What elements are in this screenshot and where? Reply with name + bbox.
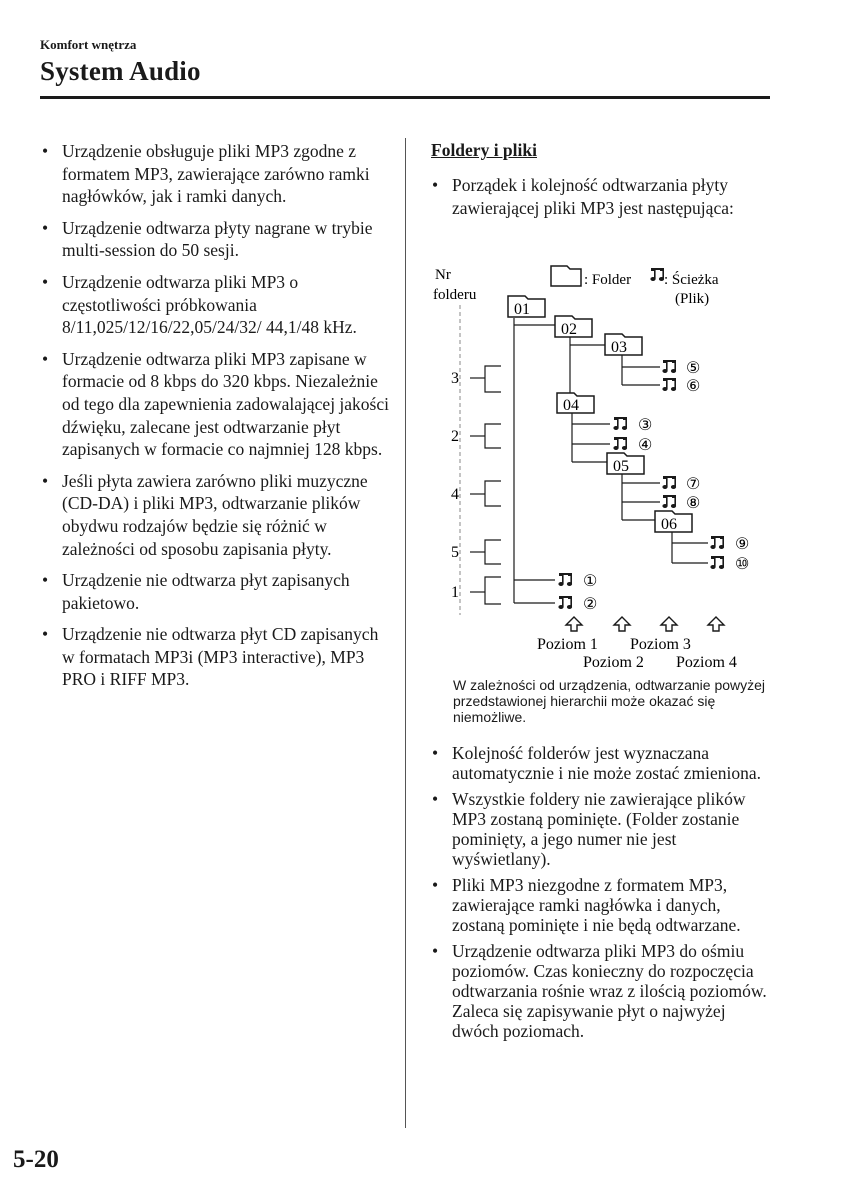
folders-heading: Foldery i pliki [431,140,537,160]
folder-number: 2 [451,428,459,445]
folder-label: 02 [561,321,577,338]
right-intro-bullet: • Porządek i kolejność odtwarzania płyty zawierającej pliki MP3 jest następująca: [430,174,775,219]
right-bullet-2: • Wszystkie foldery nie zawierające plików MP3 zostaną pominięte. (Folder zostanie pominięty, a jego numer nie jest wyświetlany). [430,789,775,869]
folder-label: 06 [661,516,677,533]
section-label: Komfort wnętrza [40,37,137,52]
track-number: ⑤ [686,360,701,377]
note-icon [613,437,627,450]
level-1-arrow-icon [566,617,582,631]
legend-track-sublabel: (Plik) [675,291,710,307]
legend-track-label: : Ścieżka [664,272,719,288]
folder-label: 04 [563,397,579,414]
level-2-arrow-icon [614,617,630,631]
track-number: ⑧ [686,495,701,512]
left-bullet-3: • Urządzenie odtwarza pliki MP3 o częstotliwości próbkowania 8/11,025/12/16/22,05/24/32/ 44,1/48 kHz. [40,271,390,339]
folder-number-label-2: folderu [433,287,477,303]
folder-number: 3 [451,370,459,387]
legend-folder-icon [551,266,581,286]
folder-label: 03 [611,339,627,356]
left-bullet-6: • Urządzenie nie odtwarza płyt zapisanych pakietowo. [40,569,390,614]
track-number: ⑨ [735,536,750,553]
note-icon [662,360,676,373]
page-title: System Audio [40,56,201,86]
left-bullet-2: • Urządzenie odtwarza płyty nagrane w trybie multi-session do 50 sesji. [40,217,390,262]
folder-label: 05 [613,458,629,475]
track-number: ⑩ [735,556,750,573]
level-3-arrow-icon [661,617,677,631]
level-4-label: Poziom 4 [676,654,737,671]
folder-number-label: Nr [435,267,451,283]
folder-label: 01 [514,301,530,318]
right-bullet-4: • Urządzenie odtwarza pliki MP3 do ośmiu poziomów. Czas konieczny do rozpoczęcia odtwarzania rośnie wraz z ilością poziomów. Zaleca się zapisywanie płyt o najwyżej dwóch poziomach. [430,941,775,1041]
note-icon [710,556,724,569]
track-number: ④ [638,437,653,454]
level-3-label: Poziom 3 [630,636,691,653]
number-brackets [470,366,501,604]
folder-number: 1 [451,584,459,601]
note-icon [558,596,572,609]
page-number: 5-20 [13,1146,59,1173]
track-number: ③ [638,417,653,434]
left-bullet-5: • Jeśli płyta zawiera zarówno pliki muzyczne (CD-DA) i pliki MP3, odtwarzanie plików obydwu rodzajów będzie się różnić w zależności od sposobu zapisania płyty. [40,470,390,560]
right-bullet-1: • Kolejność folderów jest wyznaczana automatycznie i nie może zostać zmieniona. [430,743,775,783]
legend-note-icon [650,268,664,281]
right-bullet-list [430,743,775,1047]
right-bullet-3: • Pliki MP3 niezgodne z formatem MP3, zawierające ramki nagłówka i danych, zostaną pominięte i nie będą odtwarzane. [430,875,775,935]
note-icon [662,495,676,508]
track-number: ⑥ [686,378,701,395]
folder-number: 4 [451,486,459,503]
note-icon [662,476,676,489]
note-icon [710,536,724,549]
diagram-note: W zależności od urządzenia, odtwarzanie powyżej przedstawionej hierarchii może okazać się niemożliwe. [453,677,766,725]
note-icon [662,378,676,391]
note-icon [558,573,572,586]
level-4-arrow-icon [708,617,724,631]
legend-folder-label: : Folder [584,272,632,288]
left-bullet-7: • Urządzenie nie odtwarza płyt CD zapisanych w formatach MP3i (MP3 interactive), MP3 PRO i RIFF MP3. [40,623,390,691]
left-bullet-4: • Urządzenie odtwarza pliki MP3 zapisane w formacie od 8 kbps do 320 kbps. Niezależnie od tego dla zapewnienia zadowalającej jakości dźwięku, zalecane jest odtwarzanie płyt zapisanych w formacie co najmniej 128 kbps. [40,348,390,461]
note-icon [613,417,627,430]
level-1-label: Poziom 1 [537,636,598,653]
folder-number: 5 [451,544,459,561]
left-bullet-1: • Urządzenie obsługuje pliki MP3 zgodne z formatem MP3, zawierające zarówno ramki nagłówków, jak i ramki danych. [40,140,390,208]
track-number: ② [583,596,598,613]
track-number: ⑦ [686,476,701,493]
level-2-label: Poziom 2 [583,654,644,671]
track-number: ① [583,573,598,590]
